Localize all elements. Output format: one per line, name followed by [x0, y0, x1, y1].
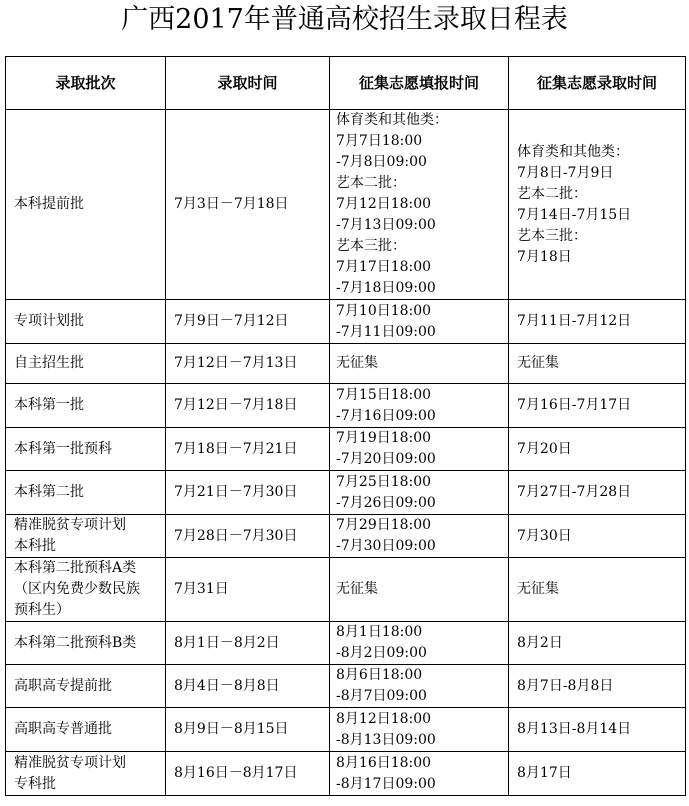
fill-time-cell-line: 7月10日18:00: [336, 302, 432, 319]
batch-cell-line: 预科生）: [14, 602, 70, 618]
batch-cell-line: 高职高专提前批: [14, 677, 112, 694]
table-row: [6, 708, 686, 752]
batch-cell: [6, 300, 166, 344]
header-supplementary-admission-time: 征集志愿录取时间: [509, 57, 686, 110]
admit-time-cell-line: 7月14日-7月15日: [517, 206, 632, 223]
batch-cell-line: 本科第一批: [14, 397, 84, 413]
admission-time-cell: 7月31日: [166, 558, 330, 622]
batch-cell: [6, 344, 166, 384]
fill-time-cell: [330, 344, 509, 384]
table-row: [6, 515, 686, 558]
admission-time-cell: 7月28日－7月30日: [166, 515, 330, 558]
fill-time-cell: [330, 428, 509, 471]
batch-cell: [6, 515, 166, 558]
admit-time-cell: [509, 515, 686, 558]
fill-time-cell-line: -7月13日09:00: [336, 217, 436, 233]
admit-time-cell: [509, 708, 686, 752]
admit-time-cell: [509, 558, 686, 622]
fill-time-cell: [330, 622, 509, 665]
admit-time-cell: [509, 665, 686, 708]
batch-cell: [6, 622, 166, 665]
batch-cell: [6, 752, 166, 796]
batch-cell-line: （区内免费少数民族: [14, 581, 140, 597]
admit-time-cell: [509, 752, 686, 796]
admit-time-cell-line: 7月11日-7月12日: [517, 313, 632, 329]
fill-time-cell-line: 8月12日18:00: [336, 710, 432, 727]
admission-time-cell: 8月1日－8月2日: [166, 622, 330, 665]
table-row: [6, 344, 686, 384]
table-row: [6, 622, 686, 665]
admit-time-cell: [509, 428, 686, 471]
admit-time-cell-line: 8月17日: [517, 765, 572, 781]
fill-time-cell-line: -8月17日09:00: [336, 775, 436, 792]
fill-time-cell-line: 7月15日18:00: [336, 386, 432, 403]
admission-time-cell: 7月18日－7月21日: [166, 428, 330, 471]
admit-time-cell-line: 7月30日: [517, 527, 572, 544]
header-batch: 录取批次: [6, 57, 166, 110]
admit-time-cell-line: 体育类和其他类：: [517, 143, 629, 160]
admit-time-cell-line: 7月20日: [517, 440, 572, 457]
fill-time-cell-line: 7月25日18:00: [336, 473, 432, 490]
admit-time-cell: [509, 622, 686, 665]
batch-cell: [6, 428, 166, 471]
fill-time-cell: [330, 110, 509, 300]
batch-cell-line: 本科第一批预科: [14, 440, 112, 457]
fill-time-cell-line: 7月17日18:00: [336, 259, 432, 275]
header-supplementary-fill-time: 征集志愿填报时间: [330, 57, 509, 110]
fill-time-cell-line: 艺本二批：: [336, 175, 406, 191]
admit-time-cell-line: 7月27日-7月28日: [517, 484, 632, 500]
schedule-table: [5, 56, 686, 796]
fill-time-cell: [330, 471, 509, 515]
fill-time-cell-line: -7月26日09:00: [336, 494, 436, 511]
admission-time-cell: 7月12日－7月18日: [166, 384, 330, 428]
admit-time-cell: [509, 384, 686, 428]
fill-time-cell-line: 8月16日18:00: [336, 754, 432, 771]
fill-time-cell-line: 艺本三批：: [336, 238, 406, 254]
fill-time-cell-line: -7月30日09:00: [336, 538, 436, 554]
batch-cell: [6, 384, 166, 428]
table-body: [6, 110, 686, 796]
admission-time-cell: 7月12日－7月13日: [166, 344, 330, 384]
fill-time-cell: [330, 515, 509, 558]
admit-time-cell-line: 艺本二批：: [517, 185, 587, 202]
batch-cell: [6, 665, 166, 708]
batch-cell: [6, 471, 166, 515]
fill-time-cell: [330, 300, 509, 344]
table-row: [6, 110, 686, 300]
admit-time-cell: [509, 300, 686, 344]
table-row: [6, 471, 686, 515]
fill-time-cell-line: -8月7日09:00: [336, 688, 427, 704]
admission-time-cell: 7月21日－7月30日: [166, 471, 330, 515]
batch-cell: [6, 558, 166, 622]
batch-cell-line: 本科第二批: [14, 484, 84, 500]
fill-time-cell: [330, 384, 509, 428]
fill-time-cell: [330, 558, 509, 622]
admission-time-cell: 8月16日－8月17日: [166, 752, 330, 796]
fill-time-cell-line: 7月19日18:00: [336, 430, 432, 446]
fill-time-cell-line: 体育类和其他类：: [336, 112, 448, 128]
admission-time-cell: 8月4日－8月8日: [166, 665, 330, 708]
batch-cell-line: 专项计划批: [14, 313, 84, 329]
fill-time-cell-line: -7月11日09:00: [336, 323, 436, 340]
fill-time-cell: [330, 665, 509, 708]
admit-time-cell: [509, 110, 686, 300]
header-admission-time: 录取时间: [166, 57, 330, 110]
admit-time-cell-line: 艺本三批：: [517, 227, 587, 244]
header-row: [6, 57, 686, 110]
admit-time-cell-line: 8月13日-8月14日: [517, 721, 632, 737]
batch-cell-line: 高职高专普通批: [14, 721, 112, 737]
admit-time-cell-line: 8月7日-8月8日: [517, 677, 614, 694]
fill-time-cell-line: 7月12日18:00: [336, 196, 432, 212]
fill-time-cell-line: 8月6日18:00: [336, 667, 423, 683]
fill-time-cell: [330, 708, 509, 752]
fill-time-cell-line: 7月7日18:00: [336, 133, 423, 149]
table-row: [6, 384, 686, 428]
table-row: [6, 558, 686, 622]
page-title: 广西2017年普通高校招生录取日程表: [121, 4, 568, 35]
admission-time-cell: 7月3日－7月18日: [166, 110, 330, 300]
fill-time-cell: [330, 752, 509, 796]
batch-cell-line: 本科第二批预科A类: [14, 560, 137, 576]
fill-time-cell-line: -7月16日09:00: [336, 407, 436, 424]
batch-cell-line: 专科批: [14, 775, 56, 792]
batch-cell-line: 自主招生批: [14, 355, 84, 371]
fill-time-cell-line: 8月1日18:00: [336, 624, 423, 640]
batch-cell-line: 精准脱贫专项计划: [14, 754, 126, 771]
table-row: [6, 300, 686, 344]
fill-time-cell-line: -8月2日09:00: [336, 645, 427, 661]
fill-time-cell-line: 无征集: [336, 581, 378, 597]
batch-cell: [6, 110, 166, 300]
batch-cell-line: 本科提前批: [14, 196, 84, 212]
admit-time-cell: [509, 471, 686, 515]
admit-time-cell-line: 7月18日: [517, 248, 572, 265]
table-row: [6, 428, 686, 471]
fill-time-cell-line: -7月8日09:00: [336, 154, 427, 170]
fill-time-cell-line: -7月18日09:00: [336, 280, 436, 296]
batch-cell-line: 本科第二批预科B类: [14, 634, 137, 651]
admission-time-cell: 7月9日－7月12日: [166, 300, 330, 344]
batch-cell: [6, 708, 166, 752]
fill-time-cell-line: 无征集: [336, 355, 378, 371]
batch-cell-line: 本科批: [14, 538, 56, 554]
batch-cell-line: 精准脱贫专项计划: [14, 517, 126, 533]
table-row: [6, 752, 686, 796]
admit-time-cell-line: 8月2日: [517, 634, 563, 651]
table-row: [6, 665, 686, 708]
admit-time-cell-line: 无征集: [517, 355, 559, 371]
admit-time-cell: [509, 344, 686, 384]
admission-time-cell: 8月9日－8月15日: [166, 708, 330, 752]
admit-time-cell-line: 无征集: [517, 581, 559, 597]
fill-time-cell-line: 7月29日18:00: [336, 517, 432, 533]
fill-time-cell-line: -8月13日09:00: [336, 731, 436, 748]
admit-time-cell-line: 7月16日-7月17日: [517, 397, 632, 413]
admit-time-cell-line: 7月8日-7月9日: [517, 164, 614, 181]
fill-time-cell-line: -7月20日09:00: [336, 451, 436, 467]
